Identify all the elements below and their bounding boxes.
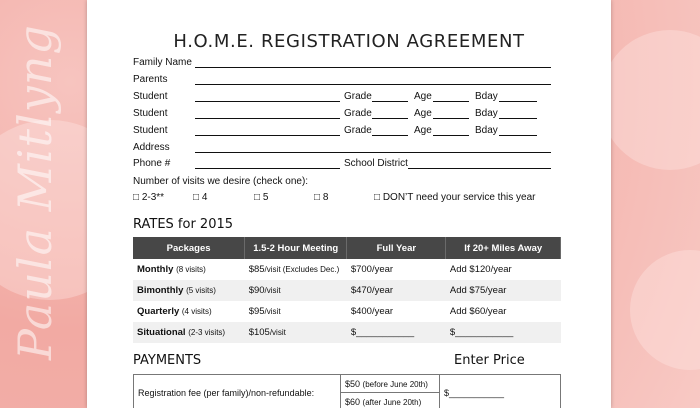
- age-label: Age: [414, 125, 432, 136]
- grade-field[interactable]: [372, 135, 408, 136]
- grade-label: Grade: [344, 125, 372, 136]
- payments-heading: PAYMENTS: [133, 353, 202, 368]
- visit-option-label: 2-3**: [141, 192, 165, 203]
- rates-header-row: [133, 237, 561, 259]
- bday-label: Bday: [475, 125, 498, 136]
- student-name-field[interactable]: [195, 135, 340, 136]
- package-cell: Situational (2-3 visits): [133, 322, 245, 343]
- payments-table: [133, 374, 561, 408]
- column-header: 1.5-2 Hour Meeting: [245, 237, 347, 259]
- column-header: If 20+ Miles Away: [446, 237, 561, 259]
- student-label: Student: [133, 125, 168, 136]
- package-cell: Monthly (8 visits): [137, 264, 206, 275]
- bday-label: Bday: [475, 108, 498, 119]
- rates-table: [133, 237, 561, 343]
- age-field[interactable]: [433, 118, 469, 119]
- school-district-label: School District: [344, 158, 408, 169]
- visit-option-label: DON’T need your service this year: [382, 192, 536, 203]
- parents-field[interactable]: [195, 84, 551, 85]
- enter-price-heading: Enter Price: [454, 353, 525, 368]
- meeting-cell: $85/visit (Excludes Dec.): [248, 264, 340, 275]
- visit-option-2-3[interactable]: [133, 192, 164, 203]
- package-cell: Bimonthly (5 visits): [133, 280, 245, 301]
- bday-label: Bday: [475, 91, 498, 102]
- visits-prompt: Number of visits we desire (check one):: [133, 176, 309, 187]
- age-label: Age: [414, 91, 432, 102]
- visit-option-none[interactable]: [374, 192, 535, 203]
- visit-option-4[interactable]: [193, 192, 207, 203]
- package-cell: Quarterly (4 visits): [137, 306, 212, 317]
- meeting-cell: $95/visit: [248, 306, 281, 317]
- meeting-cell: $105/visit: [245, 322, 347, 343]
- column-header: Full Year: [347, 237, 446, 259]
- table-row: [134, 375, 561, 393]
- school-district-field[interactable]: [408, 168, 551, 169]
- student-label: Student: [133, 108, 168, 119]
- grade-field[interactable]: [372, 118, 408, 119]
- column-header: Packages: [133, 237, 245, 259]
- page-title: H.O.M.E. REGISTRATION AGREEMENT: [173, 31, 525, 52]
- age-label: Age: [414, 108, 432, 119]
- bday-field[interactable]: [499, 118, 537, 119]
- parents-label: Parents: [133, 74, 168, 85]
- miles-price-input[interactable]: $___________: [446, 322, 561, 343]
- family-name-field[interactable]: [195, 67, 551, 68]
- full-year-cell: $700/year: [350, 264, 394, 275]
- visit-option-5[interactable]: [254, 192, 268, 203]
- age-field[interactable]: [433, 135, 469, 136]
- fee-early-cell: $50 (before June 20th): [341, 375, 440, 393]
- student-name-field[interactable]: [195, 101, 340, 102]
- checkbox-icon[interactable]: □: [314, 192, 321, 203]
- registration-document: [87, 0, 611, 408]
- visit-option-8[interactable]: [314, 192, 328, 203]
- full-year-cell: $470/year: [347, 280, 446, 301]
- phone-field[interactable]: [195, 168, 340, 169]
- watermark-signature: Paula Mitlyng: [8, 24, 62, 360]
- registration-fee-label: Registration fee (per family)/non-refundable:: [134, 375, 341, 408]
- full-year-cell: $400/year: [350, 306, 394, 317]
- address-label: Address: [133, 142, 170, 153]
- phone-label: Phone #: [133, 158, 171, 169]
- visit-option-label: 5: [262, 192, 269, 203]
- visit-option-label: 8: [322, 192, 329, 203]
- checkbox-icon[interactable]: □: [193, 192, 200, 203]
- fee-late-cell: $60 (after June 20th): [341, 393, 440, 408]
- checkbox-icon[interactable]: □: [254, 192, 261, 203]
- grade-label: Grade: [344, 108, 372, 119]
- family-name-label: Family Name: [133, 57, 192, 68]
- table-row: [133, 259, 561, 280]
- table-row: [133, 280, 561, 301]
- grade-field[interactable]: [372, 101, 408, 102]
- student-label: Student: [133, 91, 168, 102]
- full-year-price-input[interactable]: $___________: [347, 322, 446, 343]
- table-row: [133, 301, 561, 322]
- bday-field[interactable]: [499, 135, 537, 136]
- registration-fee-price-input[interactable]: $___________: [440, 375, 561, 408]
- visit-option-label: 4: [201, 192, 208, 203]
- student-name-field[interactable]: [195, 118, 340, 119]
- age-field[interactable]: [433, 101, 469, 102]
- bday-field[interactable]: [499, 101, 537, 102]
- grade-label: Grade: [344, 91, 372, 102]
- checkbox-icon[interactable]: □: [374, 192, 381, 203]
- miles-cell: Add $60/year: [449, 306, 507, 317]
- miles-cell: Add $75/year: [446, 280, 561, 301]
- checkbox-icon[interactable]: □: [133, 192, 140, 203]
- meeting-cell: $90/visit: [245, 280, 347, 301]
- address-field[interactable]: [195, 152, 551, 153]
- rates-heading: RATES for 2015: [133, 217, 234, 232]
- miles-cell: Add $120/year: [449, 264, 512, 275]
- table-row: [133, 322, 561, 343]
